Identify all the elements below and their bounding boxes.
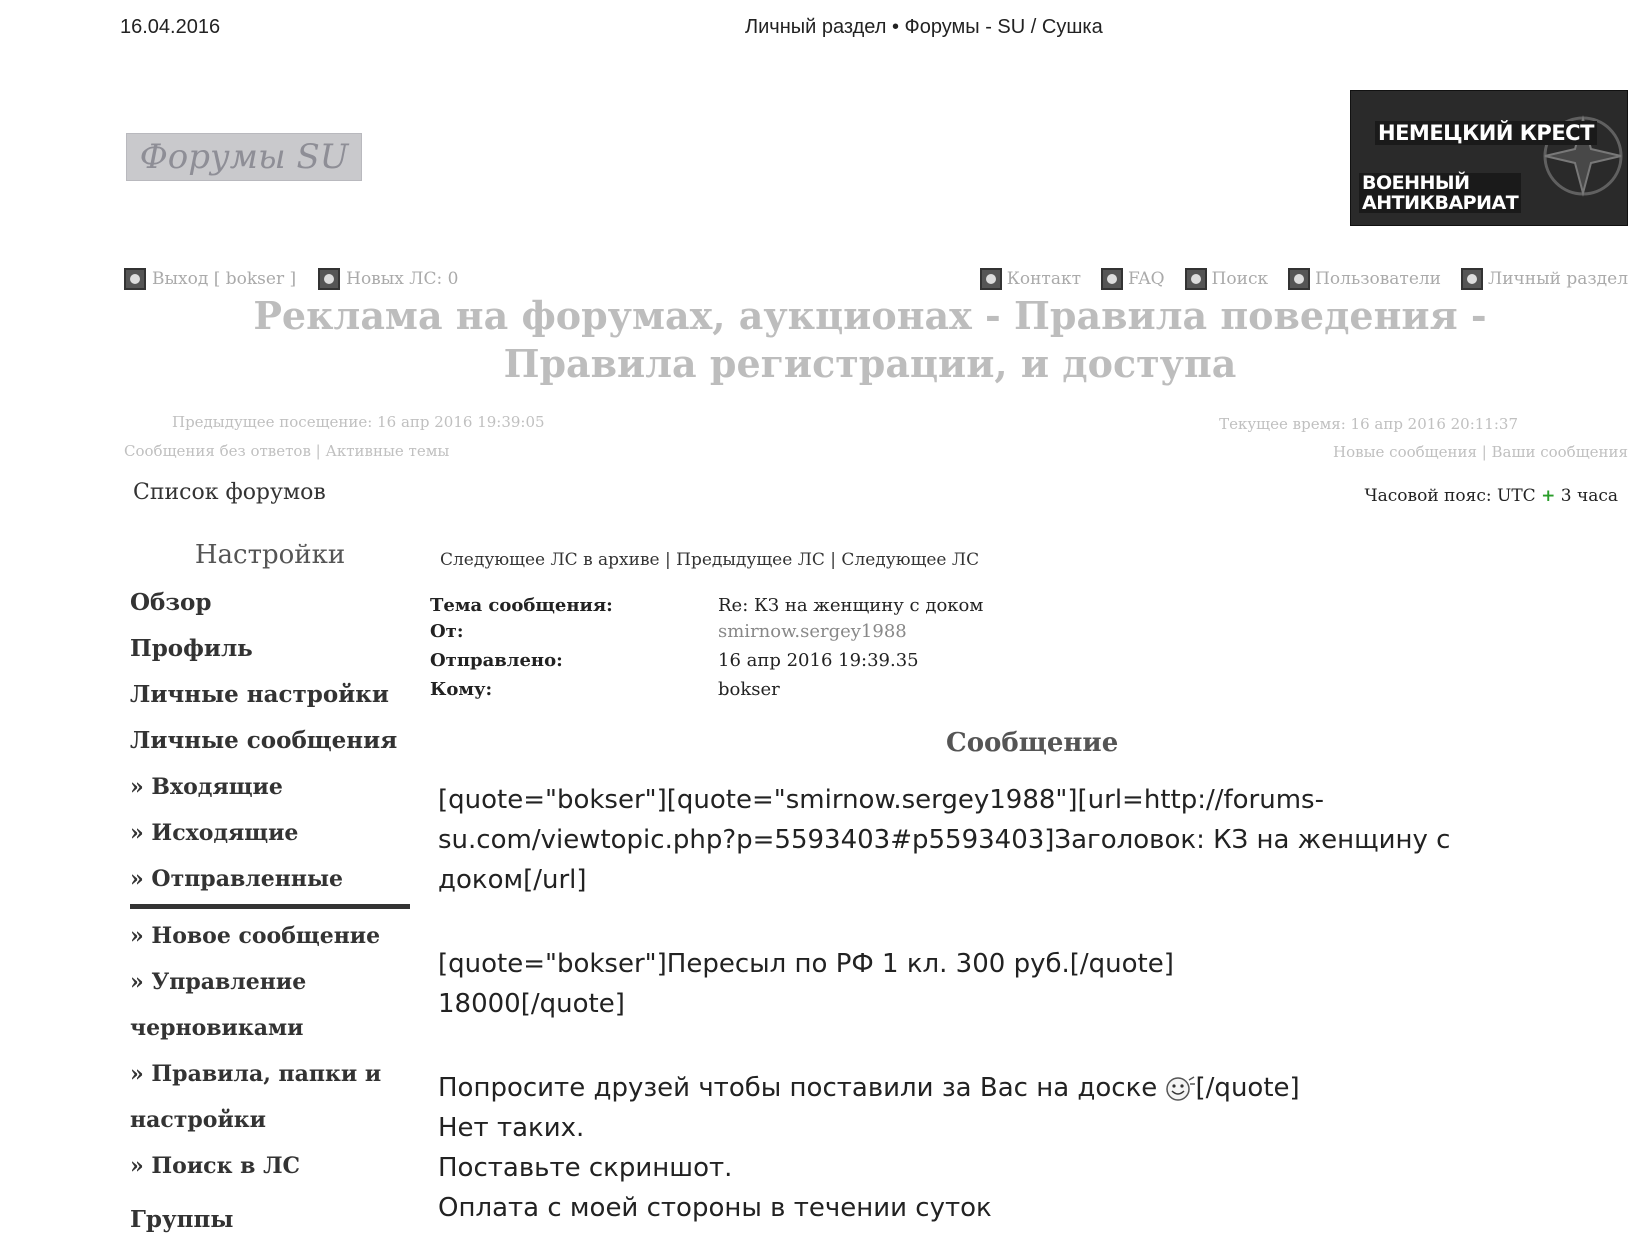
sidebar-item-rules-line2: настройки bbox=[130, 1107, 266, 1133]
smiley-icon bbox=[1166, 1076, 1196, 1102]
to-label: Кому: bbox=[430, 679, 493, 700]
ad-line-2 bbox=[1359, 173, 1521, 213]
timezone-prefix: Часовой пояс: UTC bbox=[1364, 486, 1536, 506]
forum-list-link[interactable]: Список форумов bbox=[133, 480, 326, 505]
contact-icon bbox=[980, 268, 1002, 290]
users-icon bbox=[1288, 268, 1310, 290]
nav-search-label: Поиск bbox=[1211, 269, 1269, 289]
nav-contact-label: Контакт bbox=[1006, 269, 1081, 289]
nav-users[interactable] bbox=[1288, 268, 1441, 290]
message-body bbox=[438, 780, 1538, 1228]
subject-value: Re: КЗ на женщину с доком bbox=[718, 595, 984, 616]
forum-title[interactable]: Реклама на форумах, аукционах - Правила поведения - Правила регистрации, и доступа bbox=[253, 293, 1487, 386]
nav-faq[interactable] bbox=[1101, 268, 1165, 290]
sidebar-item-profile[interactable]: Профиль bbox=[130, 635, 253, 662]
nav-ucp[interactable] bbox=[1461, 268, 1628, 290]
logout-icon bbox=[124, 268, 146, 290]
pm-header bbox=[430, 592, 1190, 712]
sidebar-item-drafts[interactable] bbox=[130, 959, 410, 1051]
timezone bbox=[1364, 486, 1618, 506]
message-heading: Сообщение bbox=[946, 728, 1119, 758]
sidebar-item-rules[interactable] bbox=[130, 1051, 410, 1143]
from-user-link[interactable]: smirnow.sergey1988 bbox=[718, 621, 907, 642]
sidebar-heading: Настройки bbox=[194, 540, 346, 570]
sent-label: Отправлено: bbox=[430, 650, 563, 671]
message-line: Поставьте скриншот. bbox=[438, 1153, 733, 1183]
sidebar-item-search-pm[interactable]: » Поиск в ЛС bbox=[130, 1153, 301, 1179]
pm-icon bbox=[318, 268, 340, 290]
to-value: bokser bbox=[718, 679, 780, 700]
message-line bbox=[438, 1068, 1538, 1108]
nav-contact[interactable] bbox=[980, 268, 1081, 290]
nav-right bbox=[966, 268, 1628, 290]
new-pm-link[interactable]: Новых ЛС: 0 bbox=[346, 269, 459, 289]
active-item-underline bbox=[130, 904, 410, 909]
ad-banner[interactable] bbox=[1350, 90, 1628, 226]
timezone-plus: + bbox=[1541, 486, 1556, 506]
sidebar-item-new-message[interactable]: » Новое сообщение bbox=[130, 923, 381, 949]
nav-ucp-label: Личный раздел bbox=[1488, 269, 1628, 289]
sidebar-item-overview[interactable]: Обзор bbox=[130, 589, 212, 616]
ad-line-2a: ВОЕННЫЙ bbox=[1362, 172, 1470, 194]
sidebar-item-drafts-line2: черновиками bbox=[130, 1015, 304, 1041]
nav-search[interactable] bbox=[1185, 268, 1269, 290]
current-time: Текущее время: 16 апр 2016 20:11:37 bbox=[1219, 415, 1518, 433]
ad-line-1: НЕМЕЦКИЙ КРЕСТ bbox=[1375, 121, 1597, 145]
nav-users-label: Пользователи bbox=[1315, 269, 1442, 289]
faq-icon bbox=[1101, 268, 1123, 290]
message-line: [quote="bokser"][quote="smirnow.sergey1988"][url=http://forums- bbox=[438, 785, 1324, 815]
message-line: доком[/url] bbox=[438, 865, 587, 895]
subject-label: Тема сообщения: bbox=[430, 595, 613, 616]
sent-value: 16 апр 2016 19:39.35 bbox=[718, 650, 919, 671]
sidebar-item-rules-line1: » Правила, папки и bbox=[130, 1061, 382, 1087]
print-date: 16.04.2016 bbox=[120, 16, 221, 38]
sidebar-item-drafts-line1: » Управление bbox=[130, 969, 307, 995]
message-line-text: [/quote] bbox=[1195, 1073, 1300, 1103]
message-line: Нет таких. bbox=[438, 1113, 585, 1143]
nav-faq-label: FAQ bbox=[1128, 269, 1165, 289]
unanswered-links[interactable]: Сообщения без ответов | Активные темы bbox=[124, 442, 450, 460]
sidebar-item-inbox[interactable]: » Входящие bbox=[130, 774, 283, 800]
sidebar-item-personal-settings[interactable]: Личные настройки bbox=[130, 681, 389, 708]
timezone-suffix: 3 часа bbox=[1560, 486, 1618, 506]
new-posts-links[interactable]: Новые сообщения | Ваши сообщения bbox=[1333, 443, 1628, 461]
pm-navigation[interactable]: Следующее ЛС в архиве | Предыдущее ЛС | Следующее ЛС bbox=[440, 550, 980, 570]
search-icon bbox=[1185, 268, 1207, 290]
sidebar-item-sent[interactable]: » Отправленные bbox=[130, 866, 343, 892]
message-line: Оплата с моей стороны в течении суток bbox=[438, 1193, 992, 1223]
sidebar-item-groups[interactable]: Группы bbox=[130, 1206, 234, 1233]
nav-left bbox=[124, 268, 458, 290]
site-logo-text: Форумы SU bbox=[139, 137, 349, 177]
prev-visit: Предыдущее посещение: 16 апр 2016 19:39:05 bbox=[172, 413, 545, 431]
ucp-icon bbox=[1461, 268, 1483, 290]
site-logo[interactable] bbox=[126, 133, 362, 181]
message-line-text: Попросите друзей чтобы поставили за Вас на доске bbox=[438, 1073, 1166, 1103]
from-label: От: bbox=[430, 621, 464, 642]
logout-link[interactable]: Выход [ bokser ] bbox=[152, 269, 297, 289]
sidebar bbox=[130, 540, 410, 1243]
message-line: [quote="bokser"]Пересыл по РФ 1 кл. 300 руб.[/quote] bbox=[438, 949, 1174, 979]
sidebar-item-private-messages[interactable]: Личные сообщения bbox=[130, 727, 398, 754]
message-line: 18000[/quote] bbox=[438, 989, 625, 1019]
ad-line-2b: АНТИКВАРИАТ bbox=[1362, 192, 1519, 214]
message-line: su.com/viewtopic.php?p=5593403#p5593403]Заголовок: КЗ на женщину с bbox=[438, 825, 1451, 855]
sidebar-item-outbox[interactable]: » Исходящие bbox=[130, 820, 299, 846]
print-page-title: Личный раздел • Форумы - SU / Сушка bbox=[745, 16, 1103, 38]
